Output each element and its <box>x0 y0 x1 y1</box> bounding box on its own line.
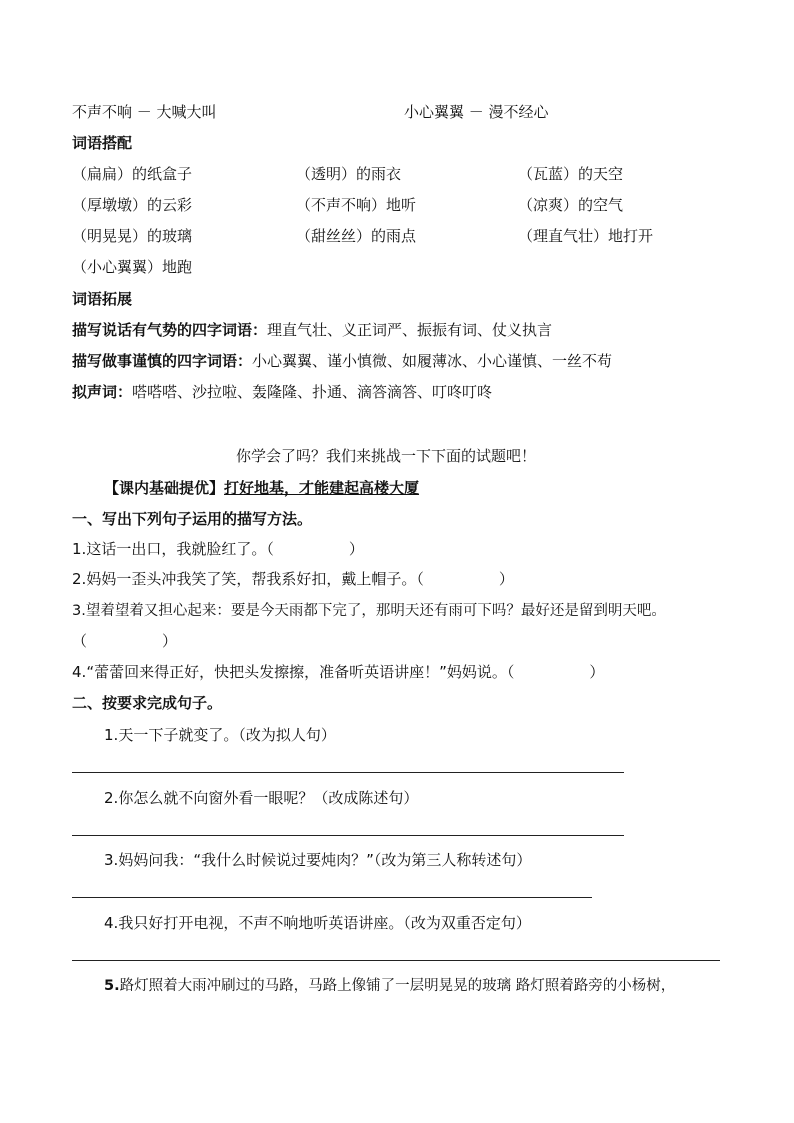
question-number: 1. <box>104 726 119 744</box>
section-banner <box>104 478 419 498</box>
question-number: 4. <box>104 914 119 932</box>
extension-heading: 词语拓展 <box>72 290 133 308</box>
antonym-pair-2: 小心翼翼 － 漫不经心 <box>404 103 549 121</box>
extension-label: 描写说话有气势的四字词语： <box>72 321 268 339</box>
extension-text: 理直气壮、义正词严、振振有词、仗义执言 <box>267 321 553 339</box>
section2-title: 二、按要求完成句子。 <box>72 694 223 712</box>
answer-line[interactable] <box>72 960 720 961</box>
banner-slogan: 打好地基，才能建起高楼大厦 <box>224 479 420 497</box>
extension-line <box>72 382 492 402</box>
extension-text: 小心翼翼、谨小慎微、如履薄冰、小心谨慎、一丝不苟 <box>252 352 613 370</box>
question-item <box>72 539 364 559</box>
question-item <box>104 913 531 933</box>
question-text: 我只好打开电视，不声不响地听英语讲座。（改为双重否定句） <box>118 914 531 932</box>
extension-line <box>72 320 552 340</box>
collocation-item: （不声不响）地听 <box>296 196 417 214</box>
collocation-item: （厚墩墩）的云彩 <box>72 196 193 214</box>
question-item <box>104 725 336 745</box>
question-item <box>104 850 531 870</box>
extension-label: 拟声词： <box>72 383 133 401</box>
question-text: 路灯照着大雨冲刷过的马路，马路上像铺了一层明晃晃的玻璃 路灯照着路旁的小杨树， <box>119 978 676 994</box>
collocation-item: （瓦蓝）的天空 <box>518 165 624 183</box>
question-text: “蕾蕾回来得正好，快把头发擦擦，准备听英语讲座！”妈妈说。（ ） <box>86 663 605 681</box>
question-number: 5. <box>104 978 120 994</box>
collocation-item: （透明）的雨衣 <box>296 165 402 183</box>
question-text: 这话一出口，我就脸红了。（ ） <box>86 540 364 558</box>
answer-line[interactable] <box>72 835 624 836</box>
collocation-item: （扁扁）的纸盒子 <box>72 165 193 183</box>
question-text: 妈妈问我：“我什么时候说过要炖肉？”（改为第三人称转述句） <box>118 851 532 869</box>
question-item <box>104 788 418 808</box>
question-number: 1. <box>72 540 87 558</box>
question-number: 4. <box>72 663 87 681</box>
extension-text: 嗒嗒嗒、沙拉啦、轰隆隆、扑通、滴答滴答、叮咚叮咚 <box>132 383 493 401</box>
question-number: 2. <box>72 570 87 588</box>
question-item <box>104 976 675 996</box>
question-item <box>72 601 666 621</box>
question-text: 你怎么就不向窗外看一眼呢？（改成陈述句） <box>118 789 419 807</box>
challenge-prompt: 你学会了吗？我们来挑战一下下面的试题吧！ <box>236 447 537 465</box>
collocation-item: （凉爽）的空气 <box>518 196 624 214</box>
question-text: 天一下子就变了。（改为拟人句） <box>118 726 336 744</box>
question-text: 望着望着又担心起来：要是今天雨都下完了，那明天还有雨可下吗？最好还是留到明天吧。 <box>85 603 666 619</box>
answer-blank[interactable]: （ ） <box>72 632 178 650</box>
collocation-item: （小心翼翼）地跑 <box>72 258 193 276</box>
question-item <box>72 662 604 682</box>
antonym-pair-1: 不声不响 － 大喊大叫 <box>72 103 217 121</box>
collocation-heading: 词语搭配 <box>72 134 133 152</box>
answer-line[interactable] <box>72 772 624 773</box>
collocation-item: （理直气壮）地打开 <box>518 227 654 245</box>
extension-line <box>72 351 612 371</box>
question-number: 2. <box>104 789 119 807</box>
extension-label: 描写做事谨慎的四字词语： <box>72 352 253 370</box>
collocation-item: （明晃晃）的玻璃 <box>72 227 193 245</box>
section1-title: 一、写出下列句子运用的描写方法。 <box>72 510 313 528</box>
question-number: 3. <box>104 851 119 869</box>
answer-line[interactable] <box>72 897 592 898</box>
question-text: 妈妈一歪头冲我笑了笑，帮我系好扣，戴上帽子。（ ） <box>86 570 514 588</box>
question-item <box>72 569 514 589</box>
banner-tag: 【课内基础提优】 <box>104 479 225 497</box>
collocation-item: （甜丝丝）的雨点 <box>296 227 417 245</box>
question-number: 3. <box>72 603 86 619</box>
